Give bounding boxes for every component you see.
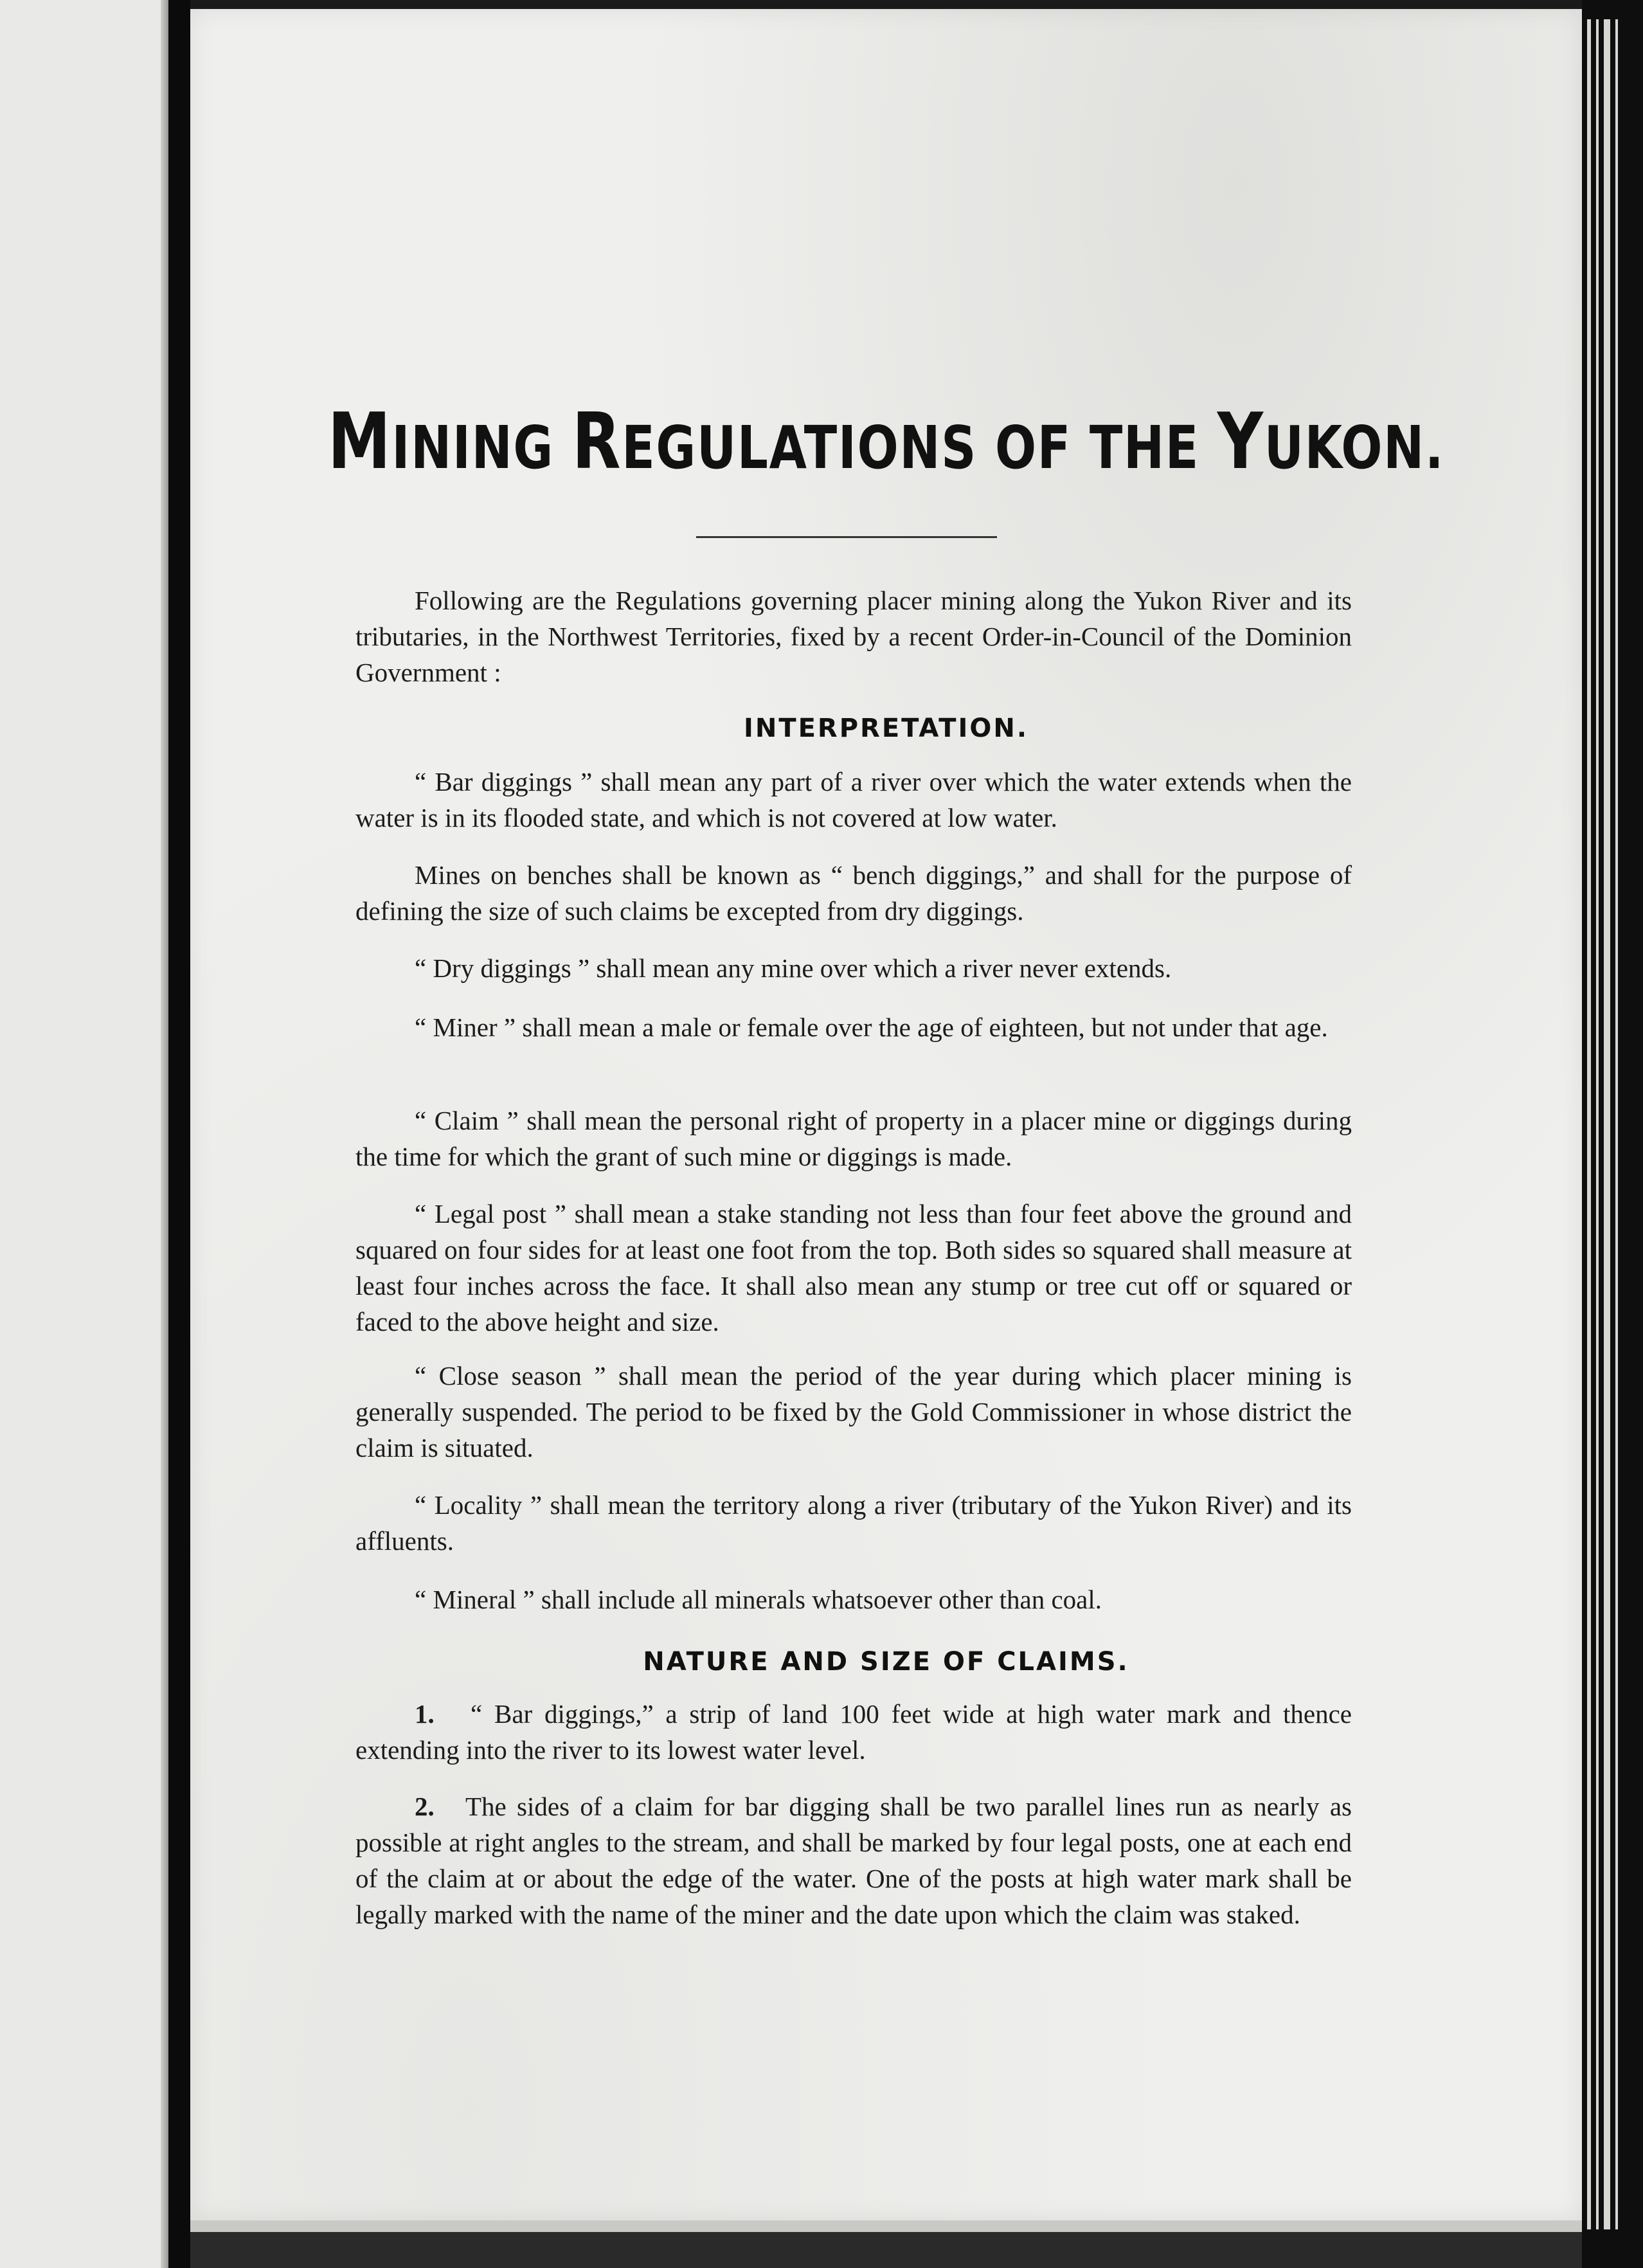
claim-rule-2 — [355, 1788, 1352, 1932]
definition-bar-diggings: “ Bar diggings ” shall mean any part of a river over which the water extends when the water is in its flooded state, and which is not covered at low water. — [355, 767, 1352, 833]
title-word-1: MINING — [327, 397, 554, 487]
definition-mineral: “ Mineral ” shall include all minerals whatsoever other than coal. — [415, 1585, 1102, 1614]
book-gutter — [168, 0, 190, 2268]
definition-miner: “ Miner ” shall mean a male or female over the age of eighteen, but not under that age. — [415, 1013, 1328, 1042]
title-word-3: OF THE — [994, 413, 1199, 482]
title-word-2: REGULATIONS — [571, 397, 978, 487]
facing-page-edge — [0, 0, 168, 2268]
title-divider — [696, 536, 997, 538]
definition-locality: “ Locality ” shall mean the territory along a river (tributary of the Yukon River) and its affluents. — [355, 1490, 1352, 1556]
definition-dry-diggings: “ Dry diggings ” shall mean any mine over which a river never extends. — [415, 953, 1172, 983]
rule-number: 2. — [415, 1792, 435, 1821]
page-bottom-edge — [190, 2220, 1582, 2268]
definition-close-season: “ Close season ” shall mean the period of the year during which placer mining is generally suspended. The period to be fixed by the Gold Commissioner in whose district the claim is situated. — [355, 1361, 1352, 1462]
intro-paragraph: Following are the Regulations governing placer mining along the Yukon River and its tributaries, in the Northwest Territories, fixed by a recent Order-in-Council of the Dominion Government : — [355, 586, 1352, 687]
rule-text: The sides of a claim for bar digging shall be two parallel lines run as nearly as possible at right angles to the stream, and shall be marked by four legal posts, one at each end of the claim at or about the edge of the water. One of the posts at high water mark shall be legally marked with the name of the miner and the date upon which the claim was staked. — [355, 1792, 1352, 1929]
claim-rule-1 — [355, 1696, 1352, 1768]
page-stack-edge — [1582, 0, 1643, 2268]
interpretation-heading: INTERPRETATION. — [743, 714, 1029, 743]
document-title — [316, 397, 1457, 487]
title-word-4: YUKON. — [1217, 397, 1445, 487]
claims-heading: NATURE AND SIZE OF CLAIMS. — [643, 1647, 1129, 1677]
definition-claim: “ Claim ” shall mean the personal right of property in a placer mine or diggings during the time for which the grant of such mine or diggings is made. — [355, 1106, 1352, 1171]
rule-number: 1. — [415, 1699, 435, 1729]
definition-bench-diggings: Mines on benches shall be known as “ bench diggings,” and shall for the purpose of defining the size of such claims be excepted from dry diggings. — [355, 860, 1352, 926]
definition-legal-post: “ Legal post ” shall mean a stake standing not less than four feet above the ground and squared on four sides for at least one foot from the top. Both sides so squared shall measure at least four inches across the face. It shall also mean any stump or tree cut off or squared or faced to the above height and size. — [355, 1199, 1352, 1336]
rule-text: “ Bar diggings,” a strip of land 100 feet wide at high water mark and thence extending into the river to its lowest water level. — [355, 1699, 1352, 1765]
